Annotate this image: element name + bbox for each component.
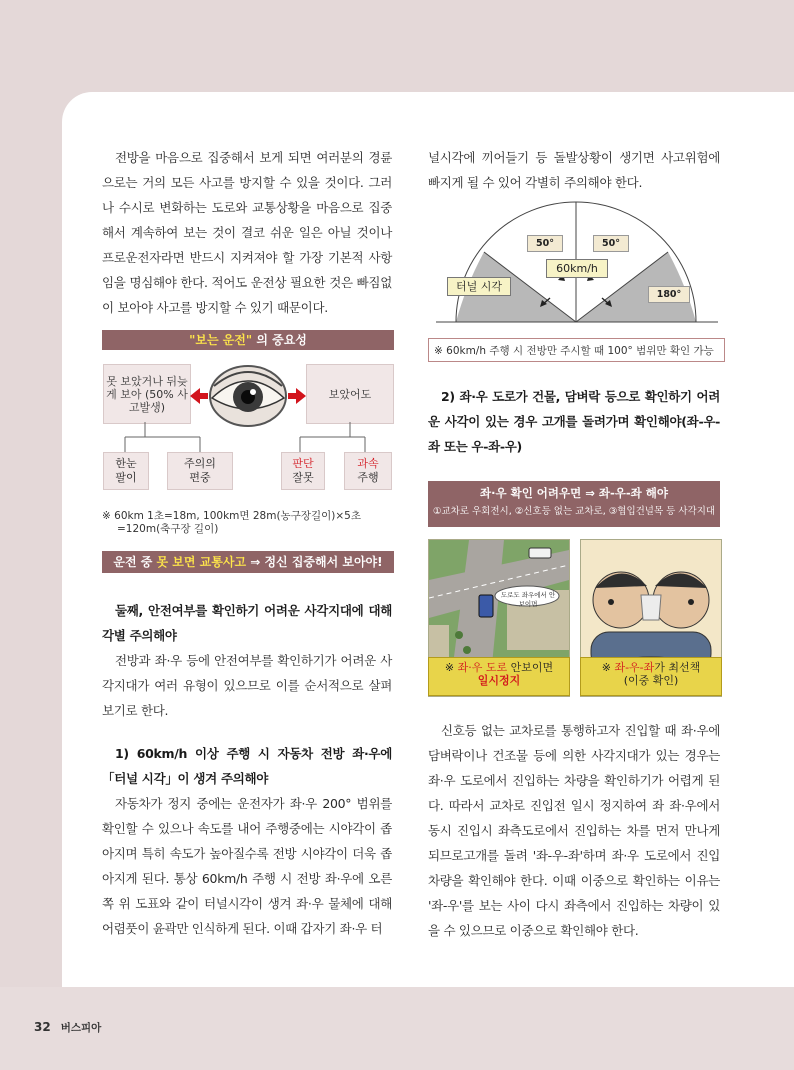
check-banner-sub: ①교차로 우회전시, ②신호등 없는 교차로, ③협입건널목 등 사각지대 bbox=[432, 506, 716, 517]
left-section-2 bbox=[102, 598, 392, 723]
check-banner-title: 좌·우 확인 어려우면 ⇒ 좌-우-좌 해야 bbox=[480, 486, 668, 500]
magazine-name: 버스피아 bbox=[60, 1022, 102, 1034]
sub-box-line1: 과속 bbox=[357, 457, 379, 470]
sub-box-line1: 한눈 bbox=[115, 457, 137, 470]
illus-speech-bubble: 도로도 좌우에서 안 보이면 bbox=[500, 591, 556, 608]
right-section-2 bbox=[428, 384, 720, 459]
caption-check-line2: (이중 확인) bbox=[623, 674, 679, 687]
focus-banner bbox=[102, 551, 394, 573]
paragraph-continued: 널시각에 끼어들기 등 돌발상황이 생기면 사고위험에 빠지게 될 수 있어 각별히 주의해야 한다. bbox=[428, 150, 720, 190]
left-section-3 bbox=[102, 741, 392, 941]
angle-right-label: 50° bbox=[593, 235, 629, 252]
sub-box-line1: 주의의 bbox=[184, 457, 216, 470]
sub-box-distraction bbox=[103, 452, 149, 490]
diagram-note: ※ 60km/h 주행 시 전방만 주시할 때 100° 범위만 확인 가능 bbox=[428, 338, 725, 362]
heading-tunnel: 1) 60km/h 이상 주행 시 자동차 전방 좌·우에 「터널 시각」이 생겨 주의해야 bbox=[102, 746, 392, 786]
banner-hl1: 못 보면 bbox=[156, 555, 196, 569]
eye-left-box: 못 보았거나 뒤늦게 보아 (50% 사고발생) bbox=[103, 364, 191, 424]
sub-box-line1: 판단 bbox=[292, 457, 314, 470]
angle-left-label: 50° bbox=[527, 235, 563, 252]
sub-box-speeding bbox=[344, 452, 392, 490]
box-title-highlight: "보는 운전" bbox=[189, 333, 253, 347]
banner-hl2: 교통사고 bbox=[199, 555, 247, 569]
footer bbox=[34, 1020, 101, 1035]
caption-stop-pre: ※ bbox=[444, 661, 458, 674]
sub-box-line2: 팔이 bbox=[115, 471, 137, 484]
sub-box-line2: 주행 bbox=[357, 471, 379, 484]
left-intro bbox=[102, 145, 392, 320]
paragraph-second: 전방과 좌·우 등에 안전여부를 확인하기가 어려운 사각지대가 여러 유형이 있으므로 이를 순서적으로 살펴보기로 한다. bbox=[102, 653, 392, 718]
caption-check bbox=[580, 657, 722, 696]
caption-check-pre: ※ bbox=[601, 661, 615, 674]
caption-stop-post: 안보이면 bbox=[507, 661, 554, 674]
speed-note-2: =120m(축구장 길이) bbox=[117, 523, 219, 535]
eye-right-box: 보았어도 bbox=[306, 364, 394, 424]
page-number: 32 bbox=[34, 1020, 51, 1034]
tunnel-vision-label: 터널 시각 bbox=[447, 277, 511, 296]
importance-box-title bbox=[102, 330, 394, 350]
caption-check-post: 가 최선책 bbox=[654, 661, 701, 674]
caption-stop bbox=[428, 657, 570, 696]
caption-stop-line2: 일시정지 bbox=[477, 674, 521, 687]
banner-pre: 운전 중 bbox=[113, 555, 157, 569]
banner-post: ⇒ 정신 집중해서 보아야! bbox=[246, 555, 383, 569]
box-title-rest: 의 중요성 bbox=[252, 333, 307, 347]
right-final bbox=[428, 718, 720, 943]
intro-paragraph: 전방을 마음으로 집중해서 보게 되면 여러분의 경륜으로는 거의 모든 사고를 방지할 수 있을 것이다. 그러나 수시로 변화하는 도로와 교통상황을 마음으로 집중해서 계속하여 보는 것이 결코 쉬운 일은 아닐 것이나 프로운전자라면 반드시 지켜져야 할 가장 기본적 사항임을 명심해야 한다. 적어도 운전상 필요한 것은 빠짐없이 보아야 사고를 방지할 수 있기 때문이다. bbox=[102, 150, 392, 315]
speed-label: 60km/h bbox=[546, 259, 608, 278]
sub-box-line2: 편중 bbox=[189, 471, 211, 484]
heading-second: 둘째, 안전여부를 확인하기 어려운 사각지대에 대해 각별 주의해야 bbox=[102, 603, 392, 643]
speed-note-1: ※ 60km 1초=18m, 100km면 28m(농구장길이)×5초 bbox=[102, 510, 361, 522]
check-banner bbox=[428, 481, 720, 527]
wide-angle-label: 180° bbox=[648, 286, 690, 303]
caption-stop-red: 좌·우 도로 bbox=[457, 661, 508, 674]
caption-check-red: 좌-우-좌 bbox=[614, 661, 655, 674]
paragraph-tunnel: 자동차가 정지 중에는 운전자가 좌·우 200° 범위를 확인할 수 있으나 속도를 내어 주행중에는 시야각이 좁아지며 특히 속도가 높아질수록 전방 시야각이 더욱 좁아지게 된다. 통상 60km/h 주행 시 전방 좌·우에 오른쪽 위 도표와 같이 터널시각이 생겨 좌·우 물체에 대해 어렴풋이 윤곽만 인식하게 된다. 이때 갑자기 좌·우 터 bbox=[102, 796, 392, 936]
right-top bbox=[428, 145, 720, 195]
footer-band bbox=[0, 987, 794, 1070]
heading-blind-spot: 2) 좌·우 도로가 건물, 담벼락 등으로 확인하기 어려운 사각이 있는 경우 고개를 돌려가며 확인해야(좌-우-좌 또는 우-좌-우) bbox=[428, 389, 720, 454]
sub-box-line2: 잘못 bbox=[292, 471, 314, 484]
paragraph-final: 신호등 없는 교차로를 통행하고자 진입할 때 좌·우에 담벼락이나 건조물 등에 의한 사각지대가 있는 경우는 좌·우 도로에서 진입하는 차량을 확인하기가 어렵게 된다. 따라서 교차로 진입전 일시 정지하여 좌 좌·우에서 동시 진입시 좌측도로에서 진입하는 차를 먼저 만나게 되므로고개를 돌려 '좌-우-좌'하며 좌·우 도로에서 진입차량을 확인해야 한다. 이때 이중으로 확인하는 이유는 '좌-우'를 보는 사이 다시 좌측에서 진입하는 차량이 있을 수 있으므로 이중으로 확인해야 한다. bbox=[428, 723, 720, 938]
sub-box-bias bbox=[167, 452, 233, 490]
sub-box-misjudge bbox=[281, 452, 325, 490]
